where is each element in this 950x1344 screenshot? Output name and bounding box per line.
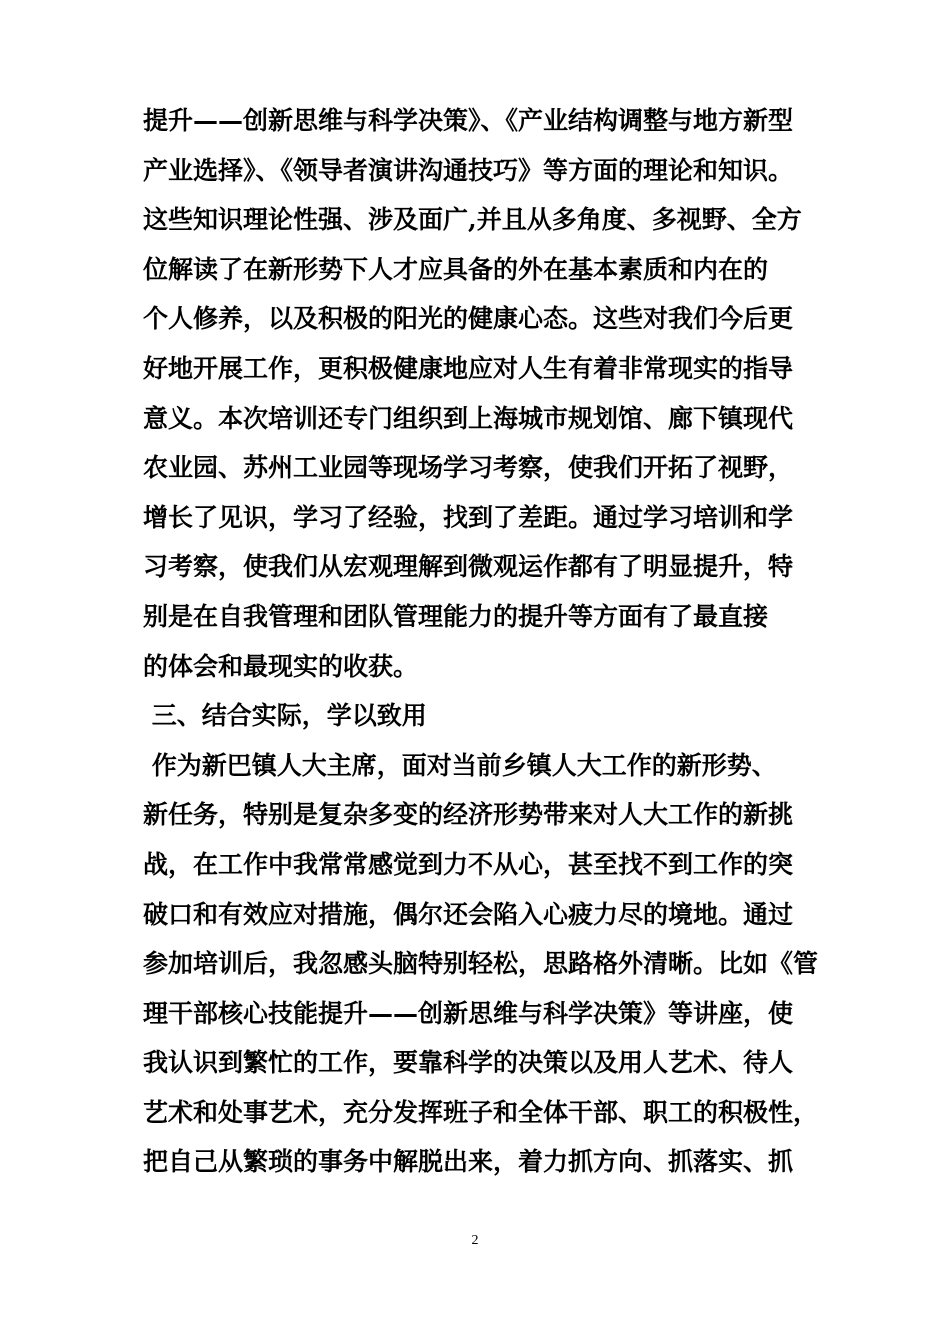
text-line: 破口和有效应对措施，偶尔还会陷入心疲力尽的境地。通过 [143,899,794,929]
text-line: 好地开展工作，更积极健康地应对人生有着非常现实的指导 [143,353,794,383]
text-line: 位解读了在新形势下人才应具备的外在基本素质和内在的 [143,254,769,284]
text-line: 战，在工作中我常常感觉到力不从心，甚至找不到工作的突 [143,849,794,879]
text-line: 意义。本次培训还专门组织到上海城市规划馆、廊下镇现代 [143,403,794,433]
text-line: 把自己从繁琐的事务中解脱出来，着力抓方向、抓落实、抓 [143,1147,794,1177]
body-text [143,96,823,1187]
page-number: 2 [471,1233,479,1248]
text-line: 增长了见识，学习了经验，找到了差距。通过学习培训和学 [143,502,794,532]
text-line: 农业园、苏州工业园等现场学习考察，使我们开拓了视野， [143,453,794,483]
text-line: 的体会和最现实的收获。 [143,651,419,681]
text-line: 习考察，使我们从宏观理解到微观运作都有了明显提升，特 [143,552,794,582]
text-line: 艺术和处事艺术，充分发挥班子和全体干部、职工的积极性， [143,1097,819,1127]
text-line: 这些知识理论性强、涉及面广,并且从多角度、多视野、全方 [143,205,802,235]
text-line: 提升——创新思维与科学决策》、《产业结构调整与地方新型 [143,106,794,135]
text-line: 产业选择》、《领导者演讲沟通技巧》等方面的理论和知识。 [143,155,794,185]
section-heading: 三、结合实际，学以致用 [143,701,427,731]
text-line: 个人修养，以及积极的阳光的健康心态。这些对我们今后更 [143,304,794,334]
text-line: 参加培训后，我忽感头脑特别轻松，思路格外清晰。比如《管 [143,949,819,979]
text-line: 理干部核心技能提升——创新思维与科学决策》等讲座，使 [143,998,794,1028]
text-line: 新任务，特别是复杂多变的经济形势带来对人大工作的新挑 [143,800,794,830]
text-line: 我认识到繁忙的工作，要靠科学的决策以及用人艺术、待人 [143,1048,794,1078]
text-line: 别是在自我管理和团队管理能力的提升等方面有了最直接 [143,601,769,631]
text-line: 作为新巴镇人大主席，面对当前乡镇人大工作的新形势、 [143,750,777,780]
